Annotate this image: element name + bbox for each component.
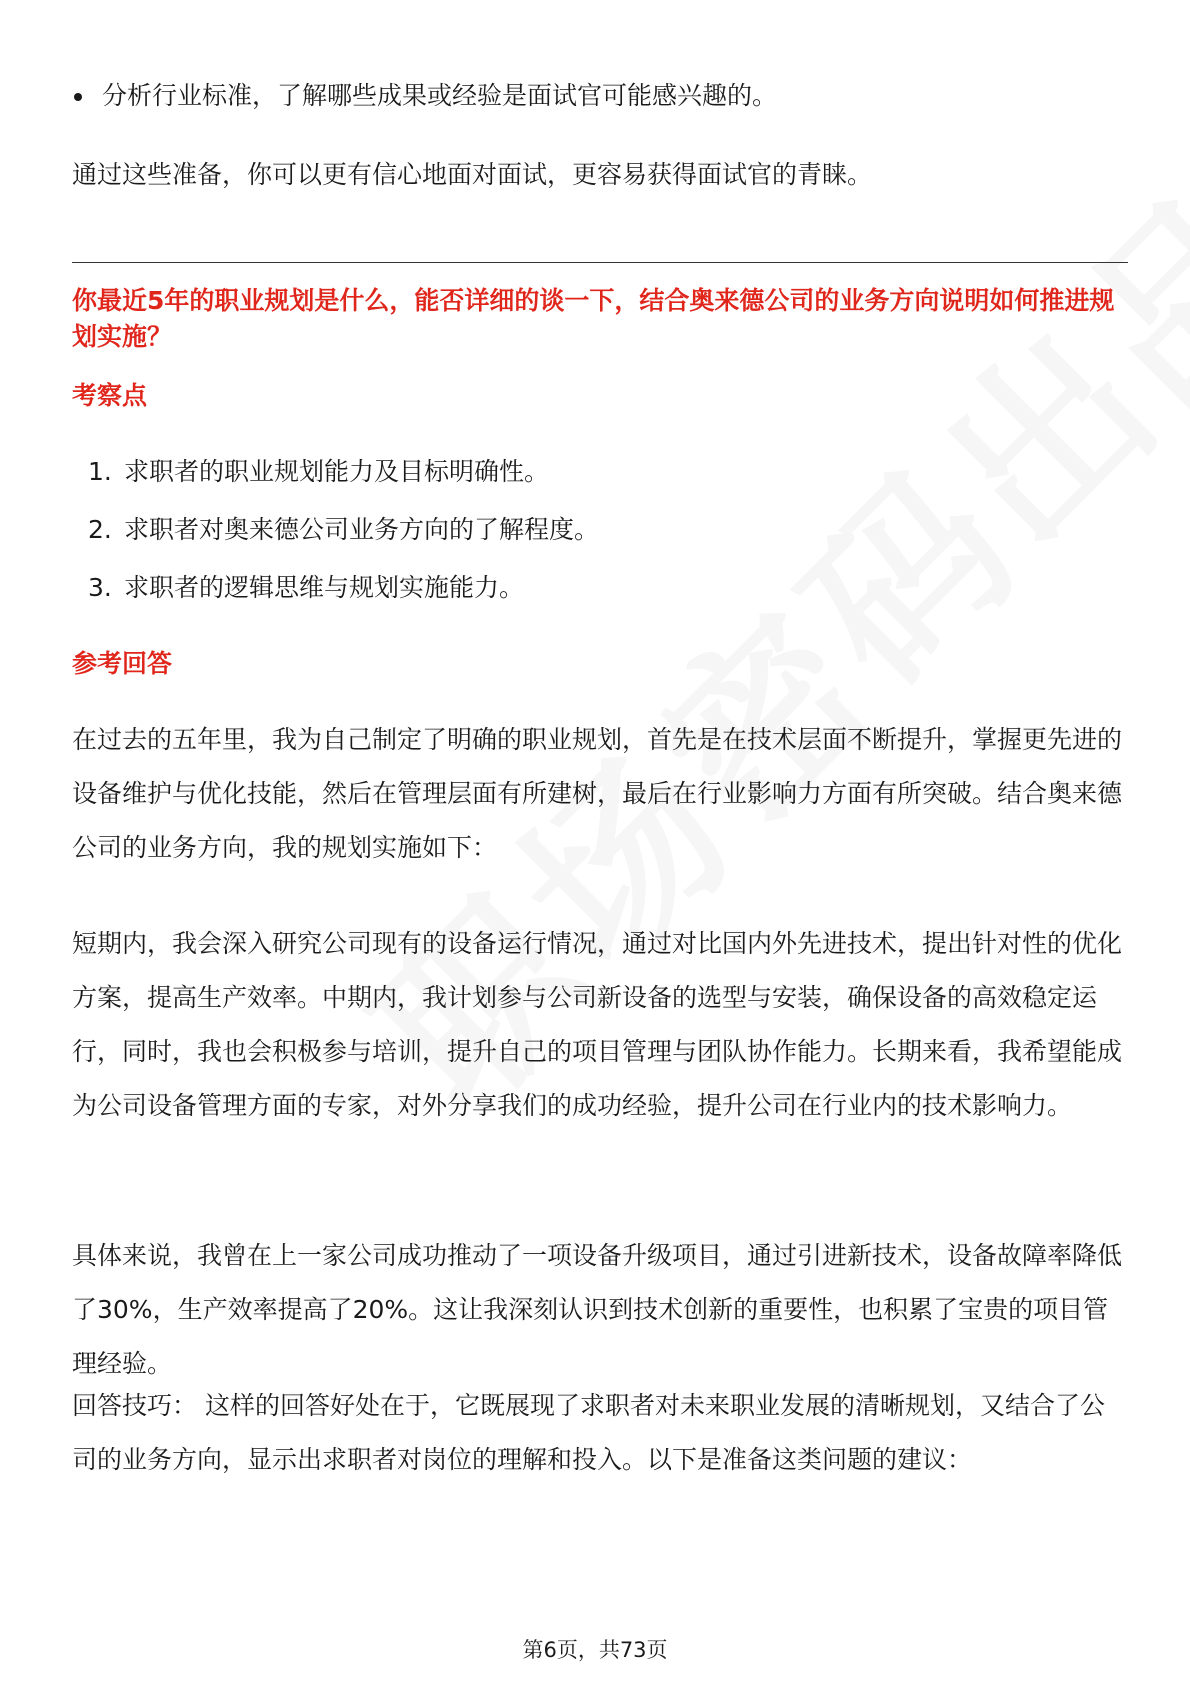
answer-paragraph: 具体来说，我曾在上一家公司成功推动了一项设备升级项目，通过引进新技术，设备故障率降低了30%，生产效率提高了20%。这让我深刻认识到技术创新的重要性，也积累了宝贵的项目管理经验。	[72, 1241, 1123, 1378]
page-number: 第6页，共73页	[522, 1638, 668, 1662]
list-item: 1. 求职者的职业规划能力及目标明确性。	[88, 457, 550, 486]
list-item: 3. 求职者的逻辑思维与规划实施能力。	[88, 573, 525, 602]
intro-paragraph: 通过这些准备，你可以更有信心地面对面试，更容易获得面试官的青睐。	[72, 160, 873, 189]
points-heading: 考察点	[72, 381, 148, 410]
section-divider	[72, 262, 1128, 263]
answer-paragraph: 短期内，我会深入研究公司现有的设备运行情况，通过对比国内外先进技术，提出针对性的优化方案，提高生产效率。中期内，我计划参与公司新设备的选型与安装，确保设备的高效稳定运行，同时，我也会积极参与培训，提升自己的项目管理与团队协作能力。长期来看，我希望能成为公司设备管理方面的专家，对外分享我们的成功经验，提升公司在行业内的技术影响力。	[72, 929, 1123, 1120]
answer-tips-paragraph: 回答技巧： 这样的回答好处在于，它既展现了求职者对未来职业发展的清晰规划，又结合了公司的业务方向，显示出求职者对岗位的理解和投入。以下是准备这类问题的建议：	[72, 1391, 1105, 1474]
list-item: 2. 求职者对奥来德公司业务方向的了解程度。	[88, 515, 600, 544]
answer-paragraph: 在过去的五年里，我为自己制定了明确的职业规划，首先是在技术层面不断提升，掌握更先进的设备维护与优化技能，然后在管理层面有所建树，最后在行业影响力方面有所突破。结合奥来德公司的业务方向，我的规划实施如下：	[72, 725, 1123, 862]
bullet-item: 分析行业标准，了解哪些成果或经验是面试官可能感兴趣的。	[102, 76, 777, 116]
points-list	[72, 452, 599, 626]
answer-heading: 参考回答	[72, 649, 173, 678]
question-title: 你最近5年的职业规划是什么，能否详细的谈一下，结合奥来德公司的业务方向说明如何推进规划实施？	[72, 286, 1115, 351]
